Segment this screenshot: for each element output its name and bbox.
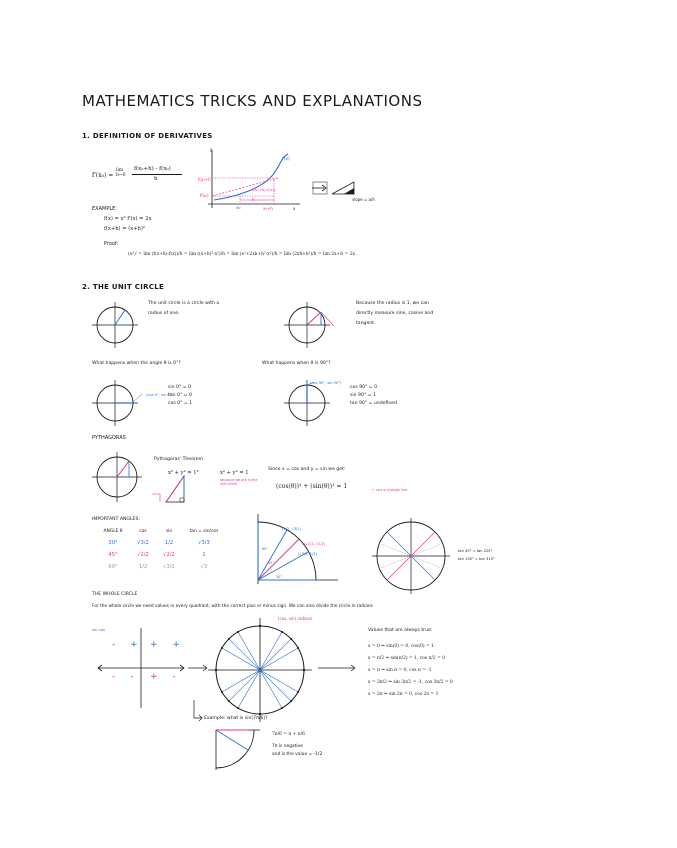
full-circle-note-1: tan 45° = tan 225°	[458, 549, 493, 553]
ninety-value-cos: cos 90° = 0	[350, 385, 378, 390]
full-circle-note-2: tan 135° = tan 315°	[458, 557, 495, 561]
quadrant-1-signs: + +	[150, 640, 186, 650]
circle-2-text-3: tangent.	[356, 321, 376, 326]
pythagoras-circle	[92, 452, 146, 502]
angle-table-header: ANGLE θ	[103, 529, 123, 534]
graph-fx0-label: f(x₀)	[200, 193, 209, 198]
example-line-2: f(x+h) = (x+h)²	[104, 226, 145, 232]
quadrant-3-signs: - -	[112, 672, 140, 682]
angle-table-header: cos	[139, 529, 147, 534]
pythagoras-note: ← not a change line	[372, 488, 408, 492]
derivative-lhs: f'(x₀) =	[92, 172, 114, 179]
pythagoras-heading: PYTHAGORAS	[92, 435, 126, 441]
graph-x0h-label: x₀+h	[263, 206, 273, 211]
slope-label: slope = a/h	[352, 197, 375, 202]
quarter-label-30: (√3/2, 1/2)	[298, 552, 317, 556]
circle-ninety-coord-label: (cos 90°, sin 90°)	[310, 381, 342, 385]
zero-value-cos: cos 0° = 1	[168, 401, 193, 406]
circle-1-text-2: radius of one.	[148, 311, 180, 316]
pythagoras-unit-note: because we are in the unit circle	[220, 478, 258, 486]
angle-table-header: sin	[165, 529, 173, 534]
graph-diff-label: f(x₀+h)-f(x₀)	[252, 187, 276, 192]
circle-2-text-2: directly measure sine, cosine and	[356, 311, 434, 316]
derivative-denominator: h	[154, 176, 158, 182]
example-line-1: f(x) = x² f'(x) = 2x	[104, 216, 152, 222]
sin-cos-label: sin cos	[92, 627, 106, 632]
pythagoras-eq-2: x² + y² = 1	[220, 470, 249, 476]
section-1-heading: 1. DEFINITION OF DERIVATIVES	[82, 132, 213, 140]
value-line-2pi: x = 2π ⇒ sin 2π = 0, cos 2π = 1	[368, 692, 439, 697]
angle-cell: √2/2	[137, 552, 149, 558]
pythagoras-theorem-label: Pythagoras' Theorem	[154, 457, 204, 462]
angle-cell: 1	[202, 552, 206, 558]
fraction-bar	[132, 174, 182, 175]
quarter-angle-45: 45°	[268, 561, 275, 565]
full-circle-diagonals	[372, 518, 450, 594]
angle-cell: √3/2	[163, 564, 175, 570]
graph-fx-label: f(x)	[282, 157, 290, 162]
graph-x-axis-label: x	[293, 206, 296, 211]
graph-fx0h-label: f(x₀+h)	[198, 177, 213, 182]
quadrant-4-signs: + -	[150, 672, 182, 682]
example-label: EXAMPLE:	[92, 206, 117, 212]
graph-y-axis-label: y	[210, 147, 213, 152]
value-line-pi: x = π ⇒ sin π = 0, cos π = -1	[368, 668, 432, 673]
ninety-value-tan: tan 90° = undefined	[350, 401, 398, 406]
example-question: Example: what is sin(7π/6)?	[204, 716, 268, 721]
angle-cell: √3/3	[198, 540, 210, 546]
whole-circle-heading: THE WHOLE CIRCLE	[92, 592, 138, 597]
angle-cell: 60°	[108, 564, 118, 570]
unit-circle-1	[92, 302, 138, 348]
angle-cell: √2/2	[163, 552, 175, 558]
graph-x0-label: x₀	[236, 206, 241, 211]
circle-1-text-1: The unit circle is a circle with a	[148, 301, 220, 306]
radians-label: (cos, sin) radians	[278, 616, 313, 621]
angle-cell: 45°	[108, 552, 118, 558]
proof-label: Proof:	[104, 241, 119, 247]
value-line-3pi-2: x = 3π/2 ⇒ sin 3π/2 = -1, cos 3π/2 = 0	[368, 680, 453, 685]
values-heading: Values that are always true:	[368, 628, 433, 633]
quadrant-2-signs: - +	[112, 640, 144, 650]
circle-2-text-1: Because the radius is 1, we can	[356, 301, 429, 306]
circle-zero-coord-label: (cos 0°, sin 0°)	[146, 393, 173, 397]
zero-value-tan: tan 0° = 0	[168, 393, 192, 398]
arrow-right-icon	[188, 664, 208, 672]
angle-cell: 1/2	[138, 564, 148, 570]
graph-h-label: h	[252, 197, 255, 202]
value-line-pi-2: x = π/2 ⇒ sin(π/2) = 1, cos π/2 = 0	[368, 656, 445, 661]
important-angles-heading: IMPORTANT ANGLES:	[92, 517, 140, 522]
proof-line: (x²)' = lim (f(x+h)-f(x))/h = lim ((x+h)²-x²)/h = lim (x²+2xh+h²-x²)/h = lim (2xh+h²)/h = lim 2x+h = 2x	[128, 252, 355, 257]
pythagoras-final: (cos(θ))² + (sin(θ))² = 1	[276, 483, 348, 490]
derivative-lim: lim h→0	[116, 168, 126, 178]
unit-circle-2	[284, 302, 336, 348]
page-title: MATHEMATICS TRICKS AND EXPLANATIONS	[82, 92, 423, 110]
question-zero-angle: What happens when the angle θ is 0°?	[92, 361, 181, 366]
derivative-numerator: f(x₀+h) - f(x₀)	[134, 166, 171, 172]
quarter-label-60: (1/2, √3/2)	[282, 527, 301, 531]
quarter-angle-60: 60°	[262, 547, 269, 551]
example-quarter-circle	[212, 728, 264, 772]
quarter-label-45: (√2/2, √2/2)	[304, 542, 326, 546]
example-answer-2: 7π is negative	[272, 744, 303, 749]
angle-cell: 1/2	[164, 540, 174, 546]
radian-circle	[208, 618, 312, 722]
pythagoras-since: Since x = cos and y = sin we get:	[268, 467, 346, 472]
section-2-heading: 2. THE UNIT CIRCLE	[82, 283, 165, 291]
unit-circle-zero	[92, 380, 168, 426]
quarter-angle-30: 30°	[276, 575, 283, 579]
quarter-circle	[246, 512, 342, 586]
example-bracket	[192, 700, 204, 722]
pythagoras-eq-1: x² + y² = 1²	[168, 470, 199, 476]
angle-cell: √3	[200, 564, 208, 570]
angle-table-header: tan = sin/cos	[189, 529, 219, 534]
angle-cell: √3/2	[137, 540, 149, 546]
value-line-0: x = 0 ⇒ sin(0) = 0, cos(0) = 1	[368, 644, 434, 649]
zero-value-sin: sin 0° = 0	[168, 385, 191, 390]
whole-circle-intro: For the whole circle we need values in every quadrant, with the correct plus or minus sign. We can also divide the circle in radians	[92, 604, 373, 609]
question-ninety-angle: What happens when θ is 90°?	[262, 361, 331, 366]
angle-cell: 30°	[108, 540, 118, 546]
ninety-value-sin: sin 90° = 1	[350, 393, 376, 398]
arrow-right-icon	[318, 664, 358, 672]
example-answer-3: and is the value = -1/2	[272, 752, 323, 757]
derivative-graph	[200, 148, 310, 213]
example-answer-1: 7π/6 = π + π/6	[272, 732, 305, 737]
